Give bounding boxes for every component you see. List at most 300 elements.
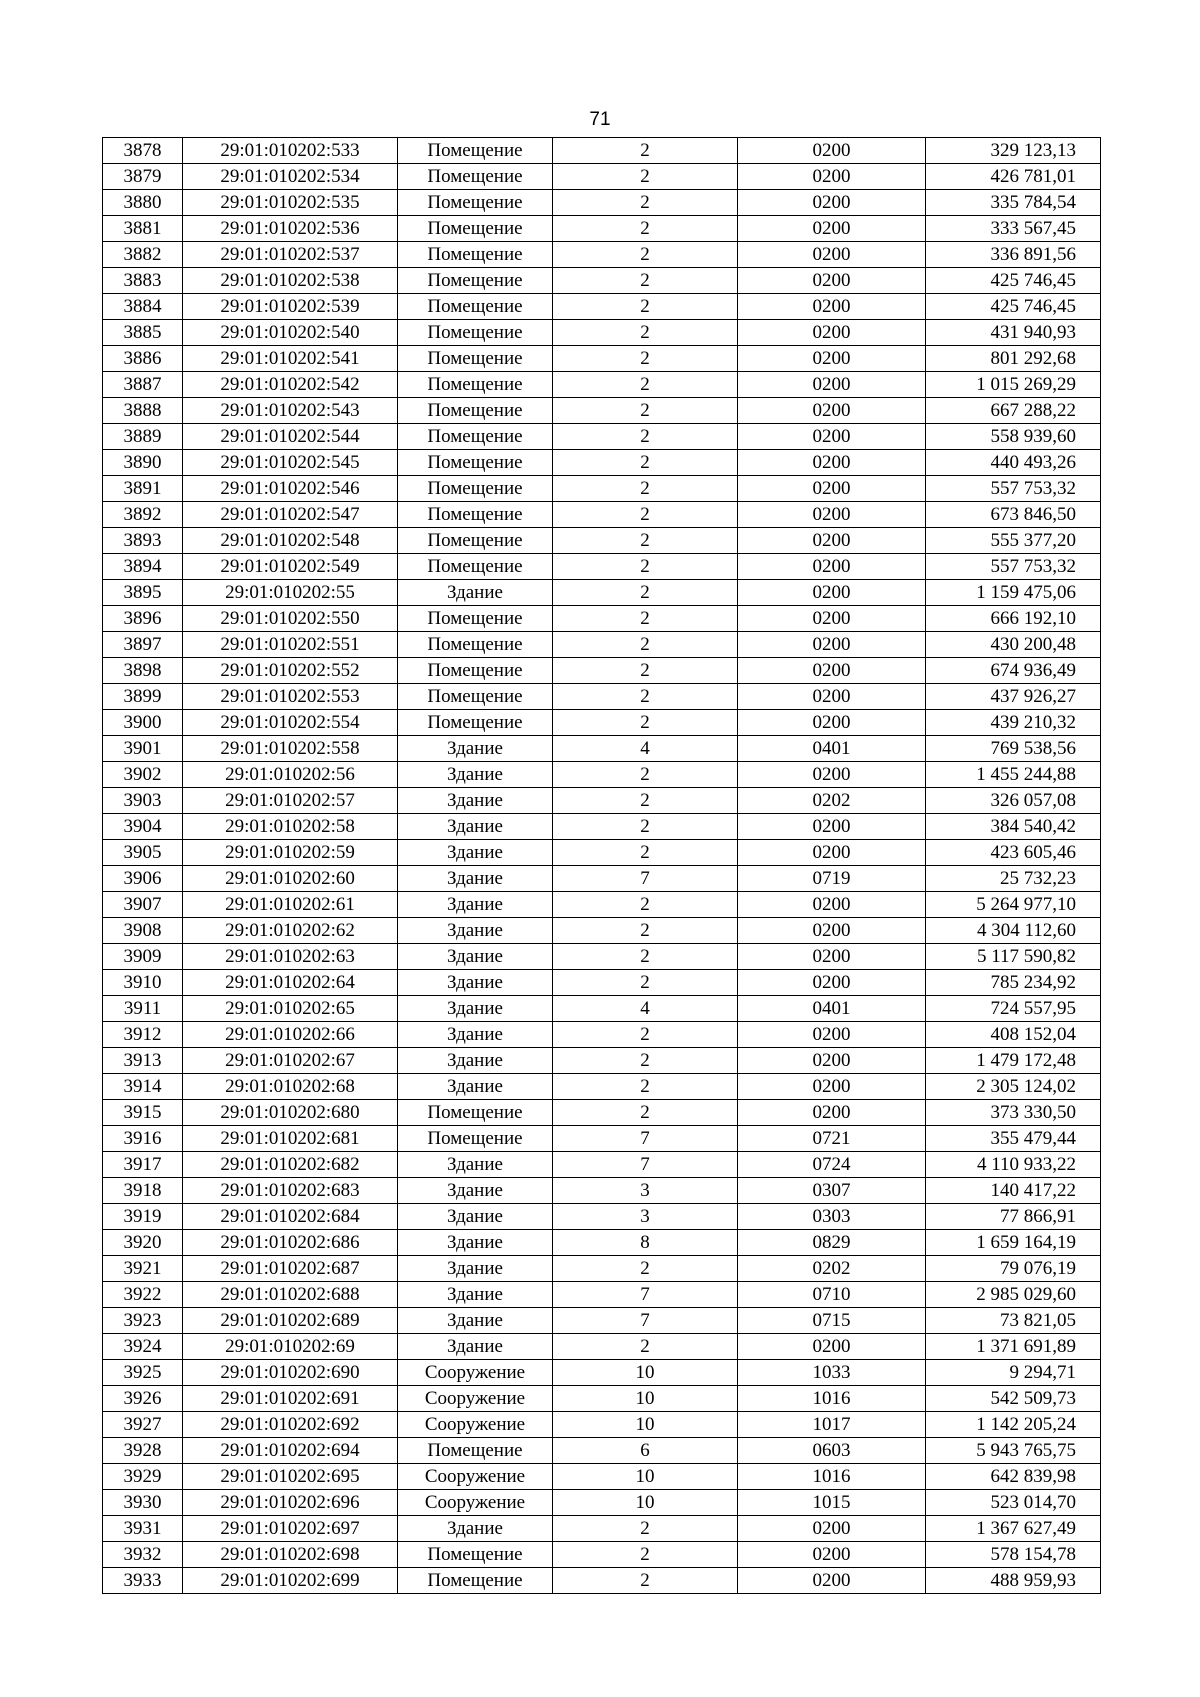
subgroup-code-cell: 0200 [738,424,926,450]
cadastral-number-cell: 29:01:010202:59 [183,840,398,866]
cadastral-value-cell: 425 746,45 [926,268,1101,294]
table-row [103,1048,1101,1074]
row-number-cell: 3879 [103,164,183,190]
row-number-cell: 3886 [103,346,183,372]
table-row [103,606,1101,632]
cadastral-number-cell: 29:01:010202:548 [183,528,398,554]
group-number-cell: 2 [553,268,738,294]
cadastral-number-cell: 29:01:010202:686 [183,1230,398,1256]
table-row [103,1126,1101,1152]
cadastral-value-cell: 5 117 590,82 [926,944,1101,970]
row-number-cell: 3932 [103,1542,183,1568]
object-type-cell: Помещение [398,658,553,684]
group-number-cell: 2 [553,450,738,476]
cadastral-number-cell: 29:01:010202:62 [183,918,398,944]
table-row [103,1542,1101,1568]
table-row [103,632,1101,658]
cadastral-number-cell: 29:01:010202:681 [183,1126,398,1152]
subgroup-code-cell: 0200 [738,658,926,684]
object-type-cell: Помещение [398,476,553,502]
cadastral-value-cell: 1 479 172,48 [926,1048,1101,1074]
cadastral-number-cell: 29:01:010202:58 [183,814,398,840]
cadastral-value-cell: 1 142 205,24 [926,1412,1101,1438]
cadastral-number-cell: 29:01:010202:56 [183,762,398,788]
group-number-cell: 2 [553,918,738,944]
group-number-cell: 2 [553,398,738,424]
row-number-cell: 3889 [103,424,183,450]
group-number-cell: 2 [553,1568,738,1594]
cadastral-number-cell: 29:01:010202:552 [183,658,398,684]
table-row [103,580,1101,606]
group-number-cell: 2 [553,1048,738,1074]
subgroup-code-cell: 0200 [738,814,926,840]
cadastral-value-cell: 431 940,93 [926,320,1101,346]
cadastral-number-cell: 29:01:010202:550 [183,606,398,632]
cadastral-value-cell: 523 014,70 [926,1490,1101,1516]
table-row [103,814,1101,840]
subgroup-code-cell: 0200 [738,840,926,866]
subgroup-code-cell: 1033 [738,1360,926,1386]
cadastral-number-cell: 29:01:010202:547 [183,502,398,528]
object-type-cell: Здание [398,1308,553,1334]
subgroup-code-cell: 0200 [738,216,926,242]
subgroup-code-cell: 0202 [738,1256,926,1282]
object-type-cell: Помещение [398,424,553,450]
cadastral-value-cell: 5 264 977,10 [926,892,1101,918]
object-type-cell: Здание [398,1022,553,1048]
subgroup-code-cell: 0200 [738,164,926,190]
subgroup-code-cell: 1015 [738,1490,926,1516]
object-type-cell: Сооружение [398,1490,553,1516]
cadastral-number-cell: 29:01:010202:558 [183,736,398,762]
object-type-cell: Здание [398,1516,553,1542]
cadastral-value-cell: 557 753,32 [926,476,1101,502]
table-row [103,138,1101,164]
cadastral-value-cell: 384 540,42 [926,814,1101,840]
object-type-cell: Сооружение [398,1464,553,1490]
subgroup-code-cell: 0200 [738,528,926,554]
table-body [103,138,1101,1594]
row-number-cell: 3922 [103,1282,183,1308]
cadastral-number-cell: 29:01:010202:66 [183,1022,398,1048]
cadastral-number-cell: 29:01:010202:60 [183,866,398,892]
subgroup-code-cell: 0200 [738,268,926,294]
cadastral-number-cell: 29:01:010202:684 [183,1204,398,1230]
cadastral-number-cell: 29:01:010202:64 [183,970,398,996]
subgroup-code-cell: 0200 [738,1542,926,1568]
cadastral-value-cell: 430 200,48 [926,632,1101,658]
group-number-cell: 7 [553,1152,738,1178]
object-type-cell: Помещение [398,242,553,268]
table-row [103,1100,1101,1126]
object-type-cell: Здание [398,762,553,788]
cadastral-value-cell: 4 110 933,22 [926,1152,1101,1178]
cadastral-number-cell: 29:01:010202:692 [183,1412,398,1438]
object-type-cell: Помещение [398,1568,553,1594]
group-number-cell: 3 [553,1178,738,1204]
object-type-cell: Помещение [398,632,553,658]
subgroup-code-cell: 0200 [738,1516,926,1542]
cadastral-value-cell: 1 159 475,06 [926,580,1101,606]
cadastral-number-cell: 29:01:010202:67 [183,1048,398,1074]
table-row [103,1022,1101,1048]
subgroup-code-cell: 0200 [738,970,926,996]
object-type-cell: Помещение [398,502,553,528]
cadastral-number-cell: 29:01:010202:699 [183,1568,398,1594]
group-number-cell: 2 [553,580,738,606]
cadastral-value-cell: 488 959,93 [926,1568,1101,1594]
group-number-cell: 7 [553,1282,738,1308]
subgroup-code-cell: 0200 [738,138,926,164]
row-number-cell: 3907 [103,892,183,918]
table-row [103,1438,1101,1464]
cadastral-value-cell: 408 152,04 [926,1022,1101,1048]
object-type-cell: Помещение [398,398,553,424]
cadastral-number-cell: 29:01:010202:698 [183,1542,398,1568]
subgroup-code-cell: 0200 [738,606,926,632]
object-type-cell: Здание [398,580,553,606]
row-number-cell: 3912 [103,1022,183,1048]
table-row [103,1282,1101,1308]
cadastral-value-cell: 355 479,44 [926,1126,1101,1152]
group-number-cell: 2 [553,164,738,190]
row-number-cell: 3927 [103,1412,183,1438]
table-row [103,476,1101,502]
row-number-cell: 3891 [103,476,183,502]
cadastral-number-cell: 29:01:010202:65 [183,996,398,1022]
table-row [103,1412,1101,1438]
object-type-cell: Здание [398,866,553,892]
subgroup-code-cell: 0200 [738,294,926,320]
cadastral-value-cell: 336 891,56 [926,242,1101,268]
subgroup-code-cell: 0200 [738,398,926,424]
cadastral-value-cell: 724 557,95 [926,996,1101,1022]
subgroup-code-cell: 0200 [738,1568,926,1594]
table-row [103,1204,1101,1230]
subgroup-code-cell: 0200 [738,632,926,658]
cadastral-value-cell: 73 821,05 [926,1308,1101,1334]
cadastral-number-cell: 29:01:010202:689 [183,1308,398,1334]
object-type-cell: Здание [398,918,553,944]
cadastral-value-cell: 1 367 627,49 [926,1516,1101,1542]
row-number-cell: 3894 [103,554,183,580]
table-row [103,1386,1101,1412]
group-number-cell: 7 [553,866,738,892]
group-number-cell: 2 [553,814,738,840]
row-number-cell: 3908 [103,918,183,944]
table-row [103,970,1101,996]
group-number-cell: 2 [553,762,738,788]
subgroup-code-cell: 0200 [738,476,926,502]
group-number-cell: 8 [553,1230,738,1256]
table-row [103,658,1101,684]
group-number-cell: 2 [553,294,738,320]
group-number-cell: 10 [553,1412,738,1438]
object-type-cell: Здание [398,1256,553,1282]
cadastral-value-cell: 674 936,49 [926,658,1101,684]
row-number-cell: 3933 [103,1568,183,1594]
cadastral-value-cell: 785 234,92 [926,970,1101,996]
object-type-cell: Здание [398,1282,553,1308]
row-number-cell: 3916 [103,1126,183,1152]
table-row [103,892,1101,918]
cadastral-value-cell: 2 985 029,60 [926,1282,1101,1308]
cadastral-value-cell: 557 753,32 [926,554,1101,580]
row-number-cell: 3880 [103,190,183,216]
group-number-cell: 2 [553,788,738,814]
cadastral-value-cell: 25 732,23 [926,866,1101,892]
group-number-cell: 2 [553,216,738,242]
group-number-cell: 10 [553,1490,738,1516]
cadastral-number-cell: 29:01:010202:546 [183,476,398,502]
cadastral-value-cell: 558 939,60 [926,424,1101,450]
cadastral-number-cell: 29:01:010202:687 [183,1256,398,1282]
object-type-cell: Сооружение [398,1386,553,1412]
subgroup-code-cell: 0200 [738,1074,926,1100]
cadastral-number-cell: 29:01:010202:537 [183,242,398,268]
group-number-cell: 2 [553,1542,738,1568]
object-type-cell: Помещение [398,372,553,398]
object-type-cell: Помещение [398,320,553,346]
object-type-cell: Помещение [398,528,553,554]
subgroup-code-cell: 0200 [738,372,926,398]
group-number-cell: 2 [553,632,738,658]
object-type-cell: Помещение [398,268,553,294]
row-number-cell: 3918 [103,1178,183,1204]
group-number-cell: 2 [553,502,738,528]
group-number-cell: 2 [553,372,738,398]
cadastral-value-cell: 79 076,19 [926,1256,1101,1282]
table-row [103,1360,1101,1386]
cadastral-value-cell: 1 371 691,89 [926,1334,1101,1360]
object-type-cell: Помещение [398,138,553,164]
row-number-cell: 3930 [103,1490,183,1516]
row-number-cell: 3931 [103,1516,183,1542]
cadastral-value-cell: 555 377,20 [926,528,1101,554]
subgroup-code-cell: 0303 [738,1204,926,1230]
cadastral-value-cell: 542 509,73 [926,1386,1101,1412]
cadastral-number-cell: 29:01:010202:538 [183,268,398,294]
object-type-cell: Помещение [398,346,553,372]
object-type-cell: Здание [398,944,553,970]
cadastral-number-cell: 29:01:010202:68 [183,1074,398,1100]
row-number-cell: 3929 [103,1464,183,1490]
cadastral-value-cell: 440 493,26 [926,450,1101,476]
group-number-cell: 2 [553,1516,738,1542]
table-row [103,840,1101,866]
cadastral-value-cell: 2 305 124,02 [926,1074,1101,1100]
subgroup-code-cell: 0200 [738,892,926,918]
cadastral-value-cell: 437 926,27 [926,684,1101,710]
cadastral-number-cell: 29:01:010202:553 [183,684,398,710]
table-row [103,164,1101,190]
group-number-cell: 2 [553,190,738,216]
group-number-cell: 2 [553,554,738,580]
subgroup-code-cell: 0202 [738,788,926,814]
table-row [103,996,1101,1022]
cadastral-value-cell: 667 288,22 [926,398,1101,424]
table-row [103,242,1101,268]
cadastral-number-cell: 29:01:010202:694 [183,1438,398,1464]
row-number-cell: 3901 [103,736,183,762]
group-number-cell: 7 [553,1308,738,1334]
cadastral-number-cell: 29:01:010202:696 [183,1490,398,1516]
group-number-cell: 2 [553,346,738,372]
cadastral-value-cell: 769 538,56 [926,736,1101,762]
table-row [103,450,1101,476]
subgroup-code-cell: 1016 [738,1464,926,1490]
row-number-cell: 3928 [103,1438,183,1464]
cadastral-number-cell: 29:01:010202:541 [183,346,398,372]
table-row [103,1334,1101,1360]
subgroup-code-cell: 0724 [738,1152,926,1178]
row-number-cell: 3892 [103,502,183,528]
cadastral-number-cell: 29:01:010202:533 [183,138,398,164]
row-number-cell: 3882 [103,242,183,268]
row-number-cell: 3884 [103,294,183,320]
table-row [103,918,1101,944]
group-number-cell: 2 [553,606,738,632]
table-row [103,1074,1101,1100]
cadastral-value-cell: 9 294,71 [926,1360,1101,1386]
subgroup-code-cell: 0200 [738,502,926,528]
table-row [103,1308,1101,1334]
table-row [103,320,1101,346]
row-number-cell: 3885 [103,320,183,346]
cadastral-value-cell: 1 015 269,29 [926,372,1101,398]
cadastral-value-cell: 373 330,50 [926,1100,1101,1126]
row-number-cell: 3881 [103,216,183,242]
subgroup-code-cell: 0200 [738,346,926,372]
subgroup-code-cell: 0603 [738,1438,926,1464]
table-row [103,1152,1101,1178]
object-type-cell: Здание [398,1178,553,1204]
table-row [103,684,1101,710]
group-number-cell: 2 [553,892,738,918]
object-type-cell: Здание [398,892,553,918]
row-number-cell: 3925 [103,1360,183,1386]
table-row [103,788,1101,814]
group-number-cell: 4 [553,736,738,762]
object-type-cell: Здание [398,788,553,814]
object-type-cell: Здание [398,840,553,866]
row-number-cell: 3900 [103,710,183,736]
row-number-cell: 3878 [103,138,183,164]
cadastral-value-cell: 333 567,45 [926,216,1101,242]
subgroup-code-cell: 0401 [738,996,926,1022]
table-row [103,1178,1101,1204]
cadastral-number-cell: 29:01:010202:683 [183,1178,398,1204]
row-number-cell: 3902 [103,762,183,788]
cadastral-number-cell: 29:01:010202:691 [183,1386,398,1412]
object-type-cell: Здание [398,1152,553,1178]
cadastral-value-cell: 1 659 164,19 [926,1230,1101,1256]
row-number-cell: 3911 [103,996,183,1022]
object-type-cell: Помещение [398,710,553,736]
cadastral-number-cell: 29:01:010202:551 [183,632,398,658]
subgroup-code-cell: 0829 [738,1230,926,1256]
row-number-cell: 3887 [103,372,183,398]
subgroup-code-cell: 0710 [738,1282,926,1308]
subgroup-code-cell: 0200 [738,762,926,788]
cadastral-value-table [102,137,1101,1594]
subgroup-code-cell: 0200 [738,190,926,216]
cadastral-value-cell: 1 455 244,88 [926,762,1101,788]
group-number-cell: 2 [553,320,738,346]
object-type-cell: Помещение [398,164,553,190]
cadastral-number-cell: 29:01:010202:57 [183,788,398,814]
object-type-cell: Помещение [398,606,553,632]
object-type-cell: Здание [398,814,553,840]
object-type-cell: Сооружение [398,1412,553,1438]
table-row [103,736,1101,762]
cadastral-value-cell: 335 784,54 [926,190,1101,216]
subgroup-code-cell: 0200 [738,684,926,710]
row-number-cell: 3920 [103,1230,183,1256]
table-row [103,216,1101,242]
cadastral-number-cell: 29:01:010202:549 [183,554,398,580]
cadastral-number-cell: 29:01:010202:69 [183,1334,398,1360]
row-number-cell: 3914 [103,1074,183,1100]
cadastral-value-cell: 642 839,98 [926,1464,1101,1490]
subgroup-code-cell: 0401 [738,736,926,762]
cadastral-number-cell: 29:01:010202:542 [183,372,398,398]
cadastral-number-cell: 29:01:010202:534 [183,164,398,190]
table-row [103,944,1101,970]
group-number-cell: 10 [553,1360,738,1386]
table-row [103,762,1101,788]
subgroup-code-cell: 0200 [738,1100,926,1126]
object-type-cell: Здание [398,736,553,762]
object-type-cell: Помещение [398,190,553,216]
group-number-cell: 2 [553,684,738,710]
object-type-cell: Помещение [398,554,553,580]
object-type-cell: Помещение [398,216,553,242]
cadastral-number-cell: 29:01:010202:55 [183,580,398,606]
cadastral-number-cell: 29:01:010202:697 [183,1516,398,1542]
table-row [103,502,1101,528]
object-type-cell: Здание [398,996,553,1022]
object-type-cell: Здание [398,1334,553,1360]
group-number-cell: 2 [553,476,738,502]
cadastral-number-cell: 29:01:010202:61 [183,892,398,918]
table-row [103,1516,1101,1542]
object-type-cell: Помещение [398,1438,553,1464]
table-row [103,528,1101,554]
subgroup-code-cell: 0200 [738,918,926,944]
subgroup-code-cell: 0200 [738,554,926,580]
subgroup-code-cell: 0200 [738,1334,926,1360]
group-number-cell: 2 [553,710,738,736]
cadastral-value-cell: 4 304 112,60 [926,918,1101,944]
group-number-cell: 2 [553,840,738,866]
cadastral-value-cell: 140 417,22 [926,1178,1101,1204]
object-type-cell: Помещение [398,294,553,320]
subgroup-code-cell: 0307 [738,1178,926,1204]
table-row [103,398,1101,424]
table-row [103,346,1101,372]
cadastral-number-cell: 29:01:010202:535 [183,190,398,216]
cadastral-value-cell: 77 866,91 [926,1204,1101,1230]
row-number-cell: 3919 [103,1204,183,1230]
cadastral-value-cell: 673 846,50 [926,502,1101,528]
table-row [103,1256,1101,1282]
group-number-cell: 3 [553,1204,738,1230]
cadastral-number-cell: 29:01:010202:682 [183,1152,398,1178]
subgroup-code-cell: 0200 [738,320,926,346]
row-number-cell: 3917 [103,1152,183,1178]
row-number-cell: 3895 [103,580,183,606]
